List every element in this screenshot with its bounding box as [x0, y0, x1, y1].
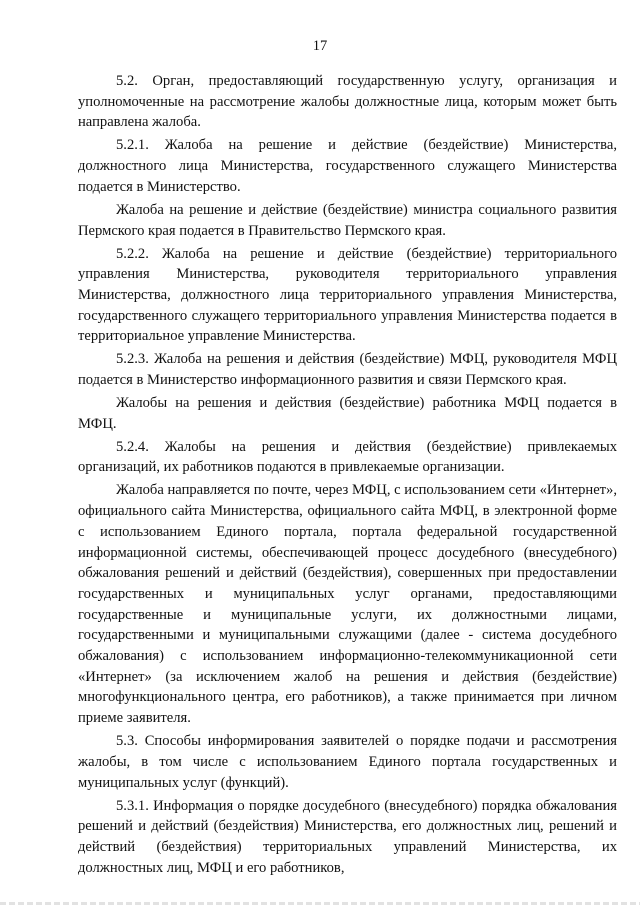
paragraph-5-2-3: 5.2.3. Жалоба на решения и действия (бездействие) МФЦ, руководителя МФЦ подается в Министерство информационного развития и связи Пермского края.: [78, 351, 617, 389]
paragraph-5-3: 5.3. Способы информирования заявителей о порядке подачи и рассмотрения жалобы, в том числе с использованием Единого портала государственных и муниципальных услуг (функций).: [78, 733, 617, 791]
paragraph-5-2: 5.2. Орган, предоставляющий государственную услугу, организация и уполномоченные на рассмотрение жалобы должностные лица, которым может быть направлена жалоба.: [78, 73, 617, 131]
paragraph-5-2-4: 5.2.4. Жалобы на решения и действия (бездействие) привлекаемых организаций, их работников подаются в привлекаемые организации.: [78, 438, 617, 476]
paragraph-complaint-submission: Жалоба направляется по почте, через МФЦ, с использованием сети «Интернет», официального сайта Министерства, официального сайта МФЦ, в электронной форме с использованием Единого портала, портала федеральной государственной информационной системы, обеспечивающей процесс досудебного (внесудебного) обжалования решений и действий (бездействия), совершенных при предоставлении государственных и муниципальных услуг органами, предоставляющими государственные и муниципальные услуги, их должностными лицами, государственными и муниципальными служащими (далее - система досудебного обжалования) с использованием информационно-телекоммуникационной сети «Интернет» (за исключением жалоб на решения и действия (бездействие) многофункционального центра, его работников), а также принимается при личном приеме заявителя.: [78, 482, 617, 727]
document-body: [78, 71, 617, 878]
paragraph-5-2-1: 5.2.1. Жалоба на решение и действие (бездействие) Министерства, должностного лица Министерства, государственного служащего Министерства подается в Министерство.: [78, 137, 617, 195]
paragraph-mfc-worker-complaint: Жалобы на решения и действия (бездействие) работника МФЦ подается в МФЦ.: [78, 395, 617, 432]
page-number: 17: [312, 38, 328, 54]
paragraph-5-2-2: 5.2.2. Жалоба на решение и действие (бездействие) территориального управления Министерства, руководителя территориального управления Министерства, должностного лица территориального управления Министерства, государственного служащего территориального управления Министерства подается в территориальное управление Министерства.: [78, 245, 617, 345]
paragraph-minister-complaint: Жалоба на решение и действие (бездействие) министра социального развития Пермского края подается в Правительство Пермского края.: [78, 201, 617, 239]
paragraph-5-3-1: 5.3.1. Информация о порядке досудебного (внесудебного) порядка обжалования решений и действий (бездействия) Министерства, его должностных лиц, решений и действий (бездействия) территориальных управлений Министерства, их должностных лиц, МФЦ и его работников,: [78, 797, 617, 876]
